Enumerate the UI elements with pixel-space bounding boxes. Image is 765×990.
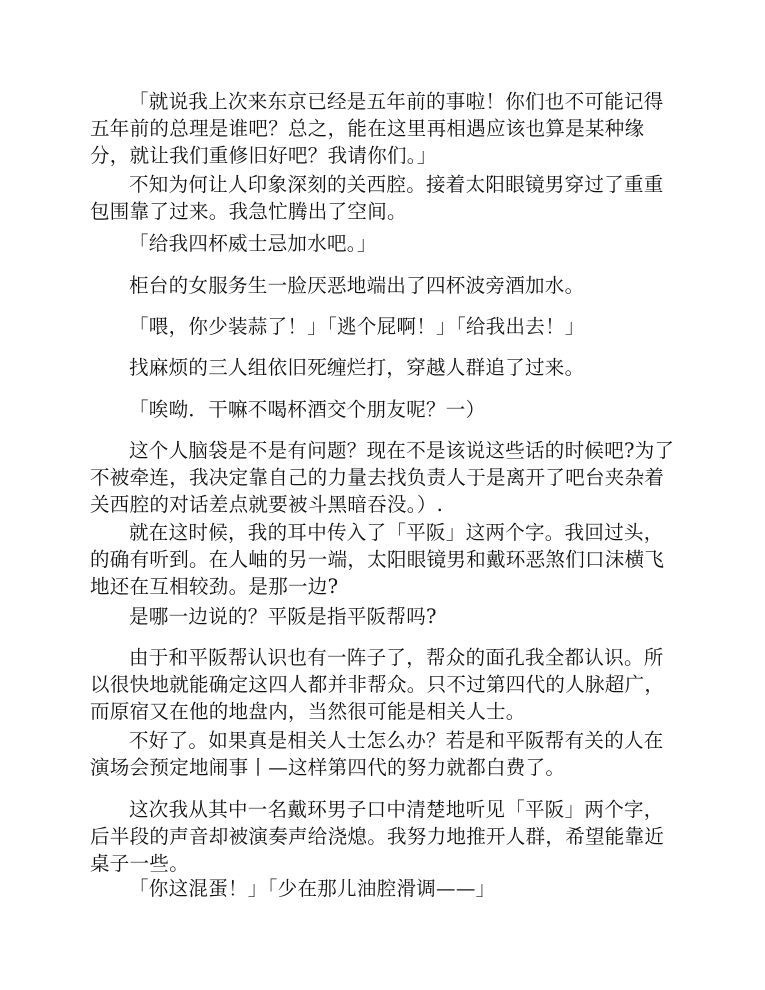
paragraph-7: 「唉呦．干嘛不喝杯酒交个朋友呢？一） xyxy=(129,398,486,421)
paragraph-6: 找麻烦的三人组依旧死缠烂打，穿越人群追了过来。 xyxy=(129,356,585,379)
paragraph-10: 是哪一边说的？平阪是指平阪帮吗? xyxy=(129,605,437,628)
paragraph-12: 不好了。如果真是相关人士怎么办？若是和平阪帮有关的人在演场会预定地闹事丨—这样第四代的努力就都白费了。 xyxy=(90,729,664,779)
paragraph-4: 柜台的女服务生一脸厌恶地端出了四杯波旁酒加水。 xyxy=(129,274,585,297)
paragraph-5: 「喂，你少装蒜了！」「逃个屁啊！」「给我出去！」 xyxy=(129,315,585,338)
paragraph-11: 由于和平阪帮认识也有一阵子了，帮众的面孔我全都认识。所以很快地就能确定这四人都并非帮众。只不过第四代的人脉超广，而原宿又在他的地盘内，当然很可能是相关人士。 xyxy=(90,646,665,723)
paragraph-1: 「就说我上次来东京已经是五年前的事啦！你们也不可能记得五年前的总理是谁吧？总之，能在这里再相遇应该也算是某种缘分，就让我们重修旧好吧？我请你们。」 xyxy=(90,90,664,167)
paragraph-3: 「给我四杯威士忌加水吧。」 xyxy=(129,232,377,255)
paragraph-2: 不知为何让人印象深刻的关西腔。接着太阳眼镜男穿过了重重包围靠了过来。我急忙腾出了空间。 xyxy=(90,173,664,223)
paragraph-13: 这次我从其中一名戴环男子口中清楚地听见「平阪」两个字，后半段的声音却被演奏声给浇熄。我努力地推开人群，希望能靠近桌子一些。 xyxy=(90,798,665,875)
paragraph-8: 这个人脑袋是不是有问题？现在不是该说这些话的时候吧?为了不被牵连，我决定靠自己的力量去找负责人于是离开了吧台夹杂着关西腔的对话差点就要被斗黑暗吞没。）. xyxy=(90,439,675,516)
paragraph-14: 「你这混蛋！」「少在那儿油腔滑调——」 xyxy=(129,877,496,900)
paragraph-9: 就在这时候，我的耳中传入了「平阪」这两个字。我回过头，的确有听到。在人岫的另一端，太阳眼镜男和戴环恶煞们口沫横飞地还在互相较劲。是那一边? xyxy=(90,521,665,598)
